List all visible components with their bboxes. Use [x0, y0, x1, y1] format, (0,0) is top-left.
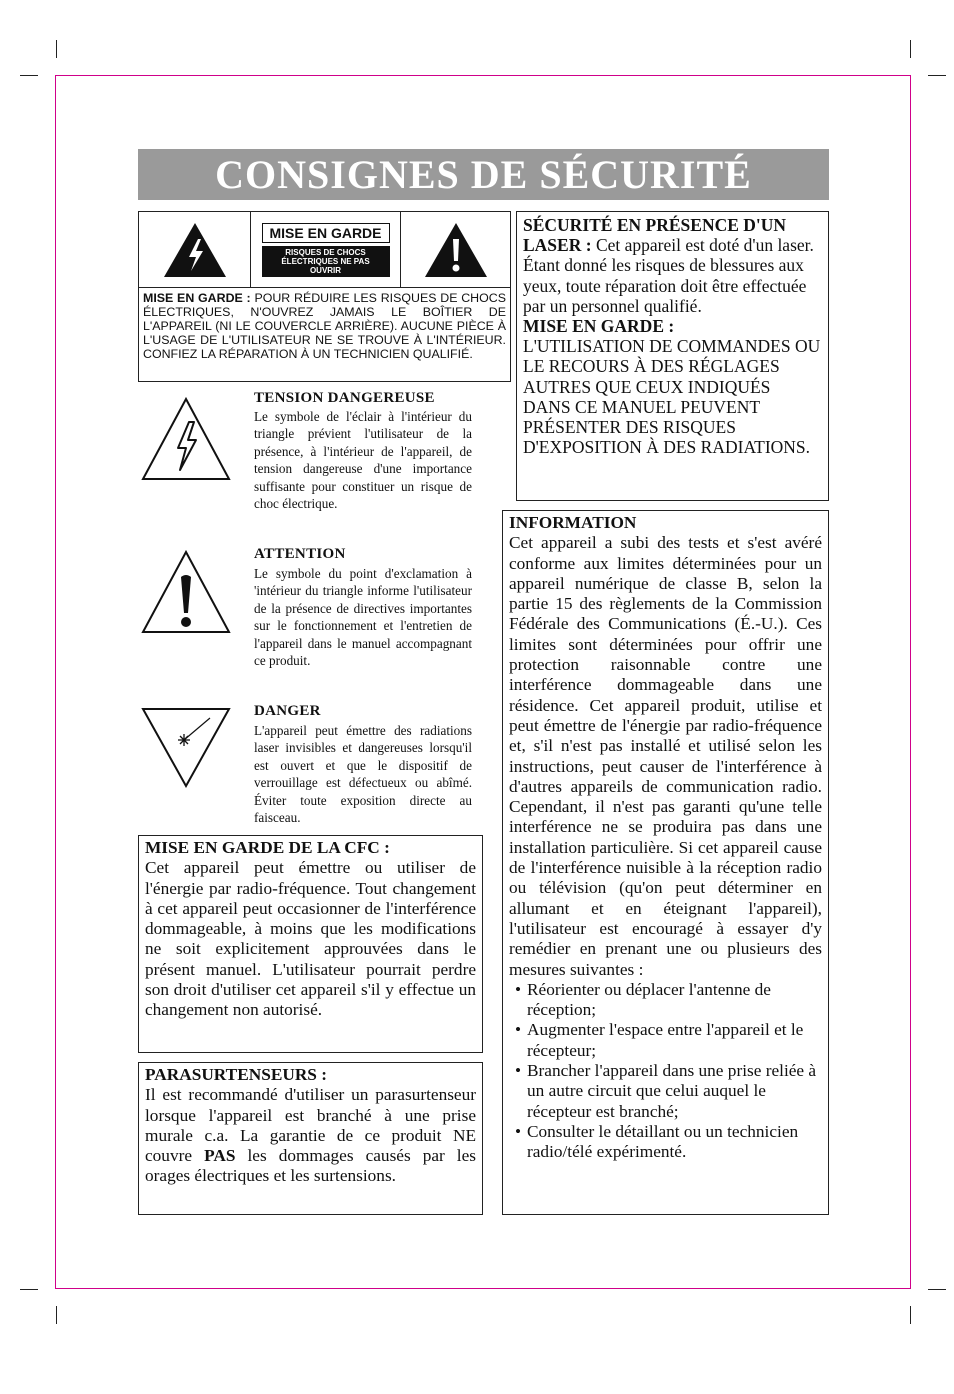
symbol-text-danger: L'appareil peut émettre des radiations laser invisibles et dangereuses lorsqu'il est ouvert et que le dispositif de verrouillage est défectueux ou abîmé. Éviter toute exposition directe au faisceau.	[254, 723, 472, 826]
symbol-text-voltage: Le symbole de l'éclair à l'intérieur du triangle prévient l'utilisateur de la présence, à l'intérieur de l'appareil, de tension dangereuse d'une importance suffisante pour constituer un risque de choc électrique.	[254, 409, 472, 512]
information-heading: INFORMATION	[509, 513, 637, 532]
label-caution-cell	[251, 212, 401, 287]
laser-warning-text: L'UTILISATION DE COMMANDES OU LE RECOURS À DES RÉGLAGES AUTRES QUE CEUX INDIQUÉS DANS CE MANUEL PEUVENT PRÉSENTER DES RISQUES D'EXPOSITION À DES RADIATIONS.	[523, 336, 821, 458]
crop-mark	[928, 75, 946, 76]
surge-protector-box	[138, 1062, 483, 1215]
warning-label	[138, 211, 511, 382]
laser-safety-box	[516, 211, 829, 501]
label-exclamation-cell	[401, 212, 510, 287]
list-item: • Brancher l'appareil dans une prise reliée à un autre circuit que celui auquel le récepteur est branché;	[509, 1061, 822, 1122]
crop-mark	[20, 75, 38, 76]
symbol-text-attention: Le symbole du point d'exclamation à 'intérieur du triangle informe l'utilisateur de la présence de directives importantes sur le fonctionnement et l'entretien de l'appareil dans le manuel accompagnant ce produit.	[254, 566, 472, 669]
crop-mark	[910, 1306, 911, 1324]
surge-heading: PARASURTENSEURS :	[145, 1065, 327, 1084]
crop-mark	[928, 1289, 946, 1290]
laser-triangle-icon	[140, 706, 232, 788]
laser-warning-heading: MISE EN GARDE :	[523, 316, 675, 337]
list-item: • Augmenter l'espace entre l'appareil et le récepteur;	[509, 1020, 822, 1061]
laser-text: Cet appareil est doté d'un laser. Étant donné les risques de blessures aux yeux, toute réparation doit être effectuée par un personnel qualifié.	[523, 235, 814, 316]
crop-mark	[910, 40, 911, 58]
laser-heading: SÉCURITÉ EN PRÉSENCE D'UN LASER :	[523, 215, 787, 256]
crop-mark	[56, 1306, 57, 1324]
label-warning-text	[143, 291, 506, 361]
label-warning-body: POUR RÉDUIRE LES RISQUES DE CHOCS ÉLECTRIQUES, N'OUVREZ JAMAIS LE BOÎTIER DE L'APPAREIL (NI LE COUVERCLE ARRIÈRE). AUCUNE PIÈCE À L'USAGE DE L'UTILISATEUR NE SE TROUVE À L'INTÉRIEUR. CONFIEZ LA RÉPARATION À UN TECHNICIEN QUALIFIÉ.	[143, 291, 506, 361]
cfc-warning-box	[138, 835, 483, 1053]
surge-text-bold: PAS	[204, 1146, 236, 1166]
label-lightning-cell	[139, 212, 251, 287]
exclamation-triangle-icon	[140, 549, 232, 635]
surge-text	[145, 1085, 476, 1186]
divider	[139, 287, 510, 288]
lightning-triangle-icon	[140, 396, 232, 482]
list-item: • Réorienter ou déplacer l'antenne de réception;	[509, 980, 822, 1021]
surge-text-after: les dommages causés par les orages électriques et les surtensions.	[145, 1146, 476, 1186]
information-bullet-list	[509, 980, 822, 1163]
list-item: • Consulter le détaillant ou un technicien radio/télé expérimenté.	[509, 1122, 822, 1163]
caution-sticker-subtitle: RISQUES DE CHOCS ÉLECTRIQUES NE PAS OUVRIR	[262, 246, 390, 277]
crop-mark	[56, 40, 57, 58]
symbol-title-danger: DANGER	[254, 703, 321, 719]
caution-sticker	[262, 223, 390, 277]
surge-text-before: Il est recommandé d'utiliser un parasurtenseur lorsque l'appareil est branché à une prise murale c.a. La garantie de ce produit NE couvre	[145, 1085, 476, 1166]
label-warning-lead: MISE EN GARDE :	[143, 291, 251, 305]
page-title: CONSIGNES DE SÉCURITÉ	[138, 149, 829, 200]
cfc-heading: MISE EN GARDE DE LA CFC :	[145, 838, 390, 857]
lightning-triangle-icon	[162, 221, 228, 279]
information-box	[502, 510, 829, 1215]
symbol-title-voltage: TENSION DANGEREUSE	[254, 390, 435, 406]
information-text: Cet appareil a subi des tests et s'est avéré conforme aux limites déterminées pour un appareil numérique de classe B, selon la partie 15 des règlements de la Commission Fédérale des Communications (É.-U.). Ces limites sont déterminées pour offrir une protection raisonnable contre une interférence dommageable dans une résidence. Cet appareil produit, utilise et peut émettre de l'énergie par radio-fréquence et, s'il n'est pas installé et utilisé selon les instructions, peut causer de l'interférence à d'autres appareils de communication radio. Cependant, il n'est pas garanti qu'une telle interférence ne se produira pas dans une installation particulière. Si cet appareil cause de l'interférence nuisible à la réception radio ou télévision (qu'on peut déterminer en allumant et en éteignant l'appareil), l'utilisateur est encouragé à essayer d'y remédier en prenant une ou plusieurs des mesures suivantes :	[509, 533, 822, 979]
exclamation-triangle-icon	[423, 221, 489, 279]
crop-mark	[20, 1289, 38, 1290]
caution-sticker-title: MISE EN GARDE	[262, 223, 390, 243]
cfc-text: Cet appareil peut émettre ou utiliser de l'énergie par radio-fréquence. Tout changement à cet appareil peut occasionner de l'interférence dommageable, à moins que les modifications ne soit explicitement approuvées dans le présent manuel. L'utilisateur pourrait perdre son droit d'utiliser cet appareil s'il y effectue un changement non autorisé.	[145, 858, 476, 1020]
symbol-title-attention: ATTENTION	[254, 546, 346, 562]
